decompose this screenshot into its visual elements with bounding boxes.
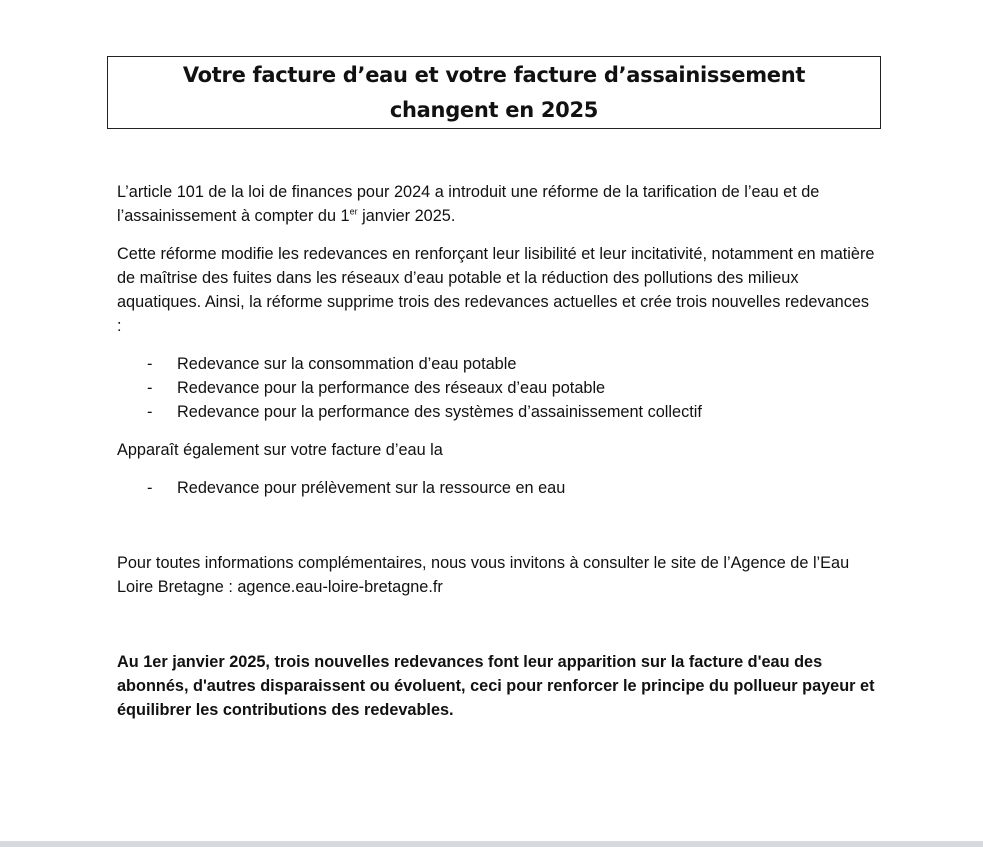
document-title-line-1: Votre facture d’eau et votre facture d’assainissement	[182, 62, 806, 87]
document-title-line-2: changent en 2025	[389, 97, 599, 122]
info-paragraph: Pour toutes informations complémentaires, nous vous invitons à consulter le site de l’Agence de l’Eau Loire Bretagne : agence.eau-loire-bretagne.fr	[117, 554, 850, 596]
dash-bullet: -	[147, 379, 153, 397]
dash-bullet: -	[147, 479, 153, 497]
list-item	[117, 400, 877, 424]
intro-text-after: janvier 2025.	[357, 207, 456, 225]
list-item-text: Redevance pour prélèvement sur la ressource en eau	[177, 479, 566, 497]
list-item	[117, 376, 877, 400]
reform-paragraph: Cette réforme modifie les redevances en renforçant leur lisibilité et leur incitativité, notamment en matière de maîtrise des fuites dans les réseaux d’eau potable et la réduction des pollutions des milieux aquatiques. Ainsi, la réforme supprime trois des redevances actuelles et crée trois nouvelles redevances :	[117, 245, 875, 335]
summary-bold-paragraph: Au 1er janvier 2025, trois nouvelles redevances font leur apparition sur la facture d'eau des abonnés, d'autres disparaissent ou évoluent, ceci pour renforcer le principe du pollueur payeur et équilibrer les contributions des redevables.	[117, 653, 875, 719]
list-item	[117, 476, 877, 500]
title-box	[107, 56, 881, 129]
list-item-text: Redevance pour la performance des systèmes d’assainissement collectif	[177, 403, 702, 421]
dash-bullet: -	[147, 403, 153, 421]
intro-text-before: L’article 101 de la loi de finances pour 2024 a introduit une réforme de la tarification de l’eau et de l’assainissement à compter du 1	[117, 183, 820, 225]
list-item	[117, 352, 877, 376]
window-bottom-edge	[0, 841, 983, 847]
dash-bullet: -	[147, 355, 153, 373]
list-item-text: Redevance sur la consommation d’eau potable	[177, 355, 517, 373]
intro-paragraph	[117, 180, 877, 228]
other-redevances-list	[117, 476, 877, 500]
new-redevances-list	[117, 352, 877, 424]
also-paragraph: Apparaît également sur votre facture d’eau la	[117, 441, 443, 459]
document-body	[117, 180, 877, 722]
intro-superscript: er	[349, 206, 358, 217]
list-item-text: Redevance pour la performance des réseaux d’eau potable	[177, 379, 606, 397]
